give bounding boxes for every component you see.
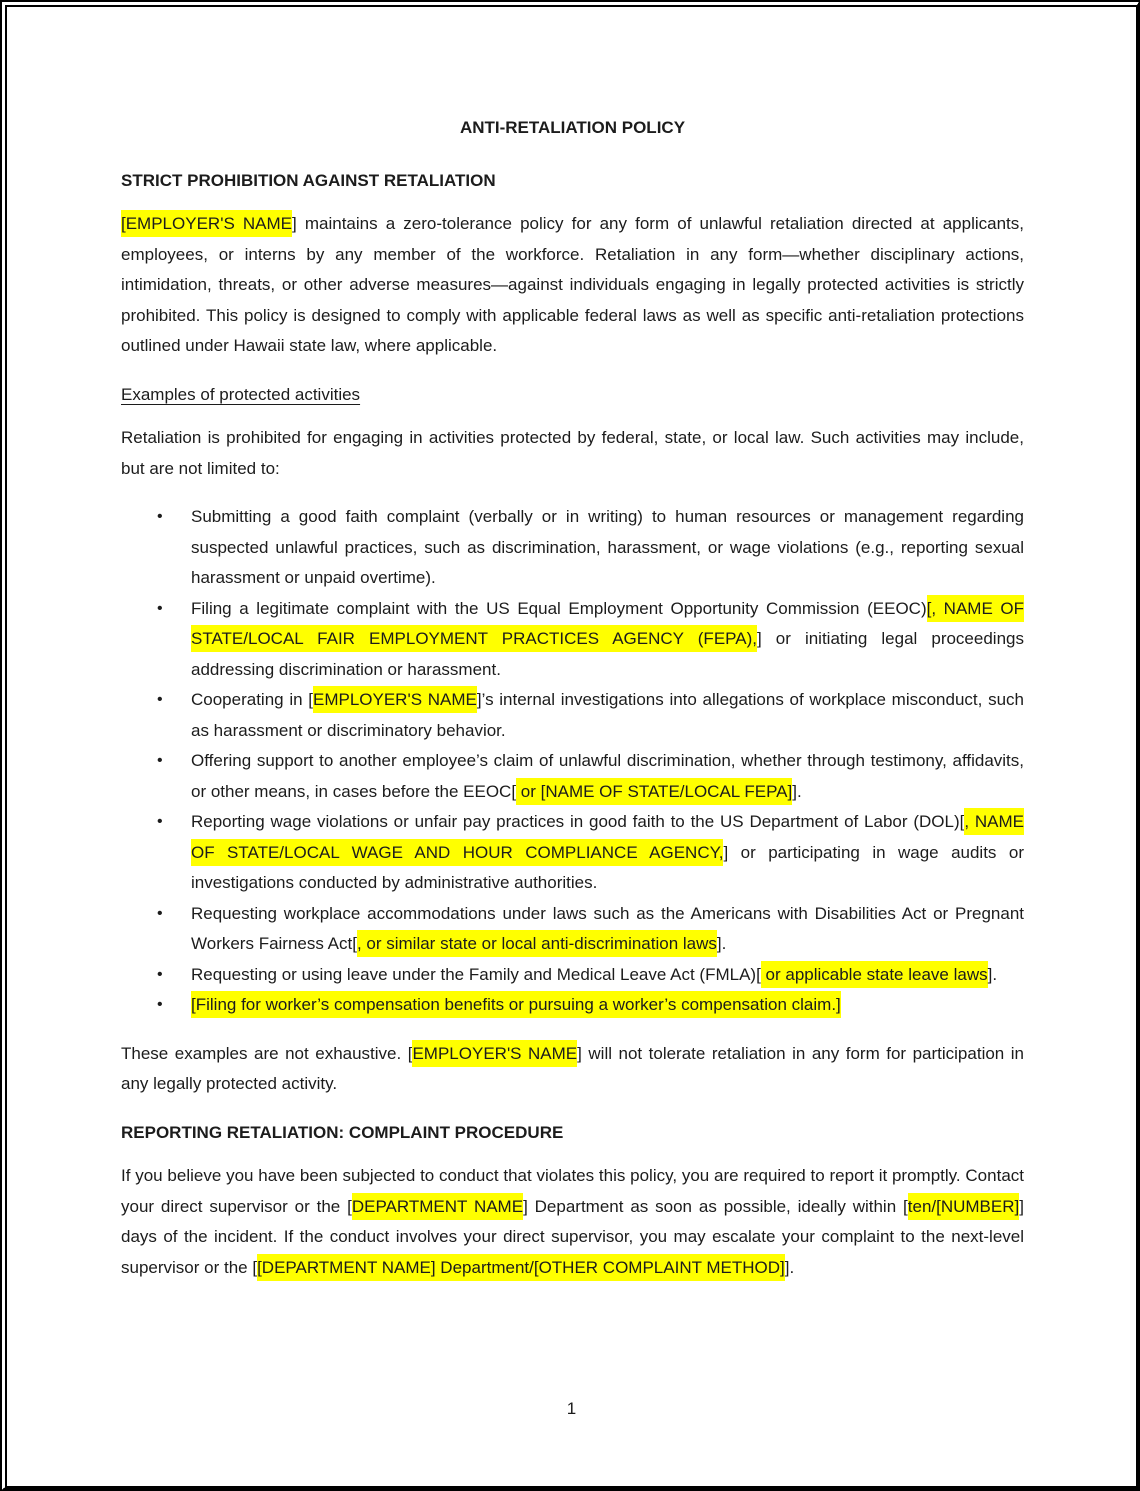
placeholder-department-name: DEPARTMENT NAME (352, 1193, 523, 1220)
list-item-text: Submitting a good faith complaint (verbally or in writing) to human resources or management regarding suspected unlawful practices, such as discrimination, harassment, or wage violations (e.g., reporting sexual harassment or unpaid overtime). (191, 507, 1024, 587)
placeholder-fepa-agency: [, NAME OF STATE/LOCAL FAIR EMPLOYMENT PRACTICES AGENCY (FEPA), (191, 595, 1024, 653)
placeholder-wage-hour-agency: , NAME OF STATE/LOCAL WAGE AND HOUR COMPLIANCE AGENCY, (191, 808, 1024, 866)
placeholder-employer-name: EMPLOYER'S NAME (313, 686, 477, 713)
paragraph-protected-activities: Retaliation is prohibited for engaging in activities protected by federal, state, or local law. Such activities may include, but are not limited to: (121, 428, 1024, 478)
doc-title: ANTI-RETALIATION POLICY (459, 118, 686, 137)
list-item-good-faith-complaint (191, 502, 1024, 594)
paragraph-not-exhaustive (121, 1039, 1024, 1100)
list-item-text: Reporting wage violations or unfair pay practices in good faith to the US Department of Labor (DOL)[ (191, 812, 965, 831)
placeholder-anti-discrimination-laws: , or similar state or local anti-discrimination laws (357, 930, 717, 957)
list-item-text: ]. (716, 934, 727, 953)
paragraph-complaint-procedure (121, 1161, 1024, 1283)
paragraph-text: ] will not tolerate retaliation in any form for participation in any legally protected activity. (121, 1043, 1024, 1093)
list-item-workers-compensation (191, 990, 1024, 1021)
list-item-cooperating-investigations (191, 685, 1024, 746)
paragraph-text: ] Department as soon as possible, ideally within [ (523, 1196, 908, 1216)
paragraph-intro (121, 209, 1024, 362)
list-item-requesting-accommodations (191, 899, 1024, 960)
list-item-text: Offering support to another employee’s claim of unlawful discrimination, whether through testimony, affidavits, or other means, in cases before the EEOC[ (191, 751, 1024, 801)
list-item-text: Filing a legitimate complaint with the US Equal Employment Opportunity Commission (EEOC) (191, 598, 927, 618)
placeholder-state-local-fepa: or [NAME OF STATE/LOCAL FEPA] (516, 778, 792, 805)
subheading-examples: Examples of protected activities (121, 384, 361, 404)
paragraph-text: If you believe you have been subjected to conduct that violates this policy, you are required to report it promptly. Contact your direct supervisor or the [ (121, 1166, 1024, 1216)
list-item-text: Requesting or using leave under the Family and Medical Leave Act (FMLA)[ (191, 964, 761, 984)
placeholder-department-or-other-method: [DEPARTMENT NAME] Department/[OTHER COMPLAINT METHOD] (257, 1254, 785, 1281)
list-item-fmla-leave (191, 960, 1024, 991)
placeholder-state-leave-laws: or applicable state leave laws (761, 961, 988, 988)
list-item-text: Cooperating in [ (191, 690, 313, 709)
list-item-text: Requesting workplace accommodations under laws such as the Americans with Disabilities Act or Pregnant Workers Fairness Act[ (191, 903, 1024, 953)
section-heading-strict-prohibition: STRICT PROHIBITION AGAINST RETALIATION (121, 170, 496, 190)
list-item-text: ]. (792, 781, 802, 801)
list-item-reporting-wage-violations (191, 807, 1024, 899)
paragraph-text: ] days of the incident. If the conduct involves your direct supervisor, you may escalate your complaint to the next-level supervisor or the [ (121, 1196, 1024, 1277)
placeholder-number-of-days: ten/[NUMBER] (908, 1193, 1019, 1220)
list-item-eeoc-complaint (191, 594, 1024, 686)
paragraph-text: These examples are not exhaustive. [ (121, 1043, 413, 1063)
placeholder-employer-name: [EMPLOYER'S NAME (121, 210, 292, 237)
list-item-offering-support (191, 746, 1024, 807)
section-heading-reporting-retaliation: REPORTING RETALIATION: COMPLAINT PROCEDURE (121, 1122, 564, 1142)
protected-activities-list (121, 502, 1024, 1021)
list-item-text: ]. (987, 964, 998, 984)
list-item-text: ] or participating in wage audits or investigations conducted by administrative authorities. (191, 842, 1024, 892)
paragraph-text: ]. (784, 1257, 795, 1277)
list-item-text: ] or initiating legal proceedings addressing discrimination or harassment. (191, 629, 1024, 679)
list-item-text: ]’s internal investigations into allegations of workplace misconduct, such as harassment or discriminatory behavior. (191, 690, 1024, 740)
paragraph-intro-text: ] maintains a zero-tolerance policy for any form of unlawful retaliation directed at applicants, employees, or interns by any member of the workforce. Retaliation in any form—whether disciplinary actions, intimidation, threats, or other adverse measures—against individuals engaging in legally protected activities is strictly prohibited. This policy is designed to comply with applicable federal laws as well as specific anti-retaliation protections outlined under Hawaii state law, where applicable. (121, 214, 1024, 355)
placeholder-employer-name: EMPLOYER'S NAME (412, 1040, 577, 1067)
placeholder-workers-comp-claim: [Filing for worker’s compensation benefits or pursuing a worker’s compensation claim.] (191, 991, 841, 1018)
page-number: 1 (566, 1398, 577, 1418)
